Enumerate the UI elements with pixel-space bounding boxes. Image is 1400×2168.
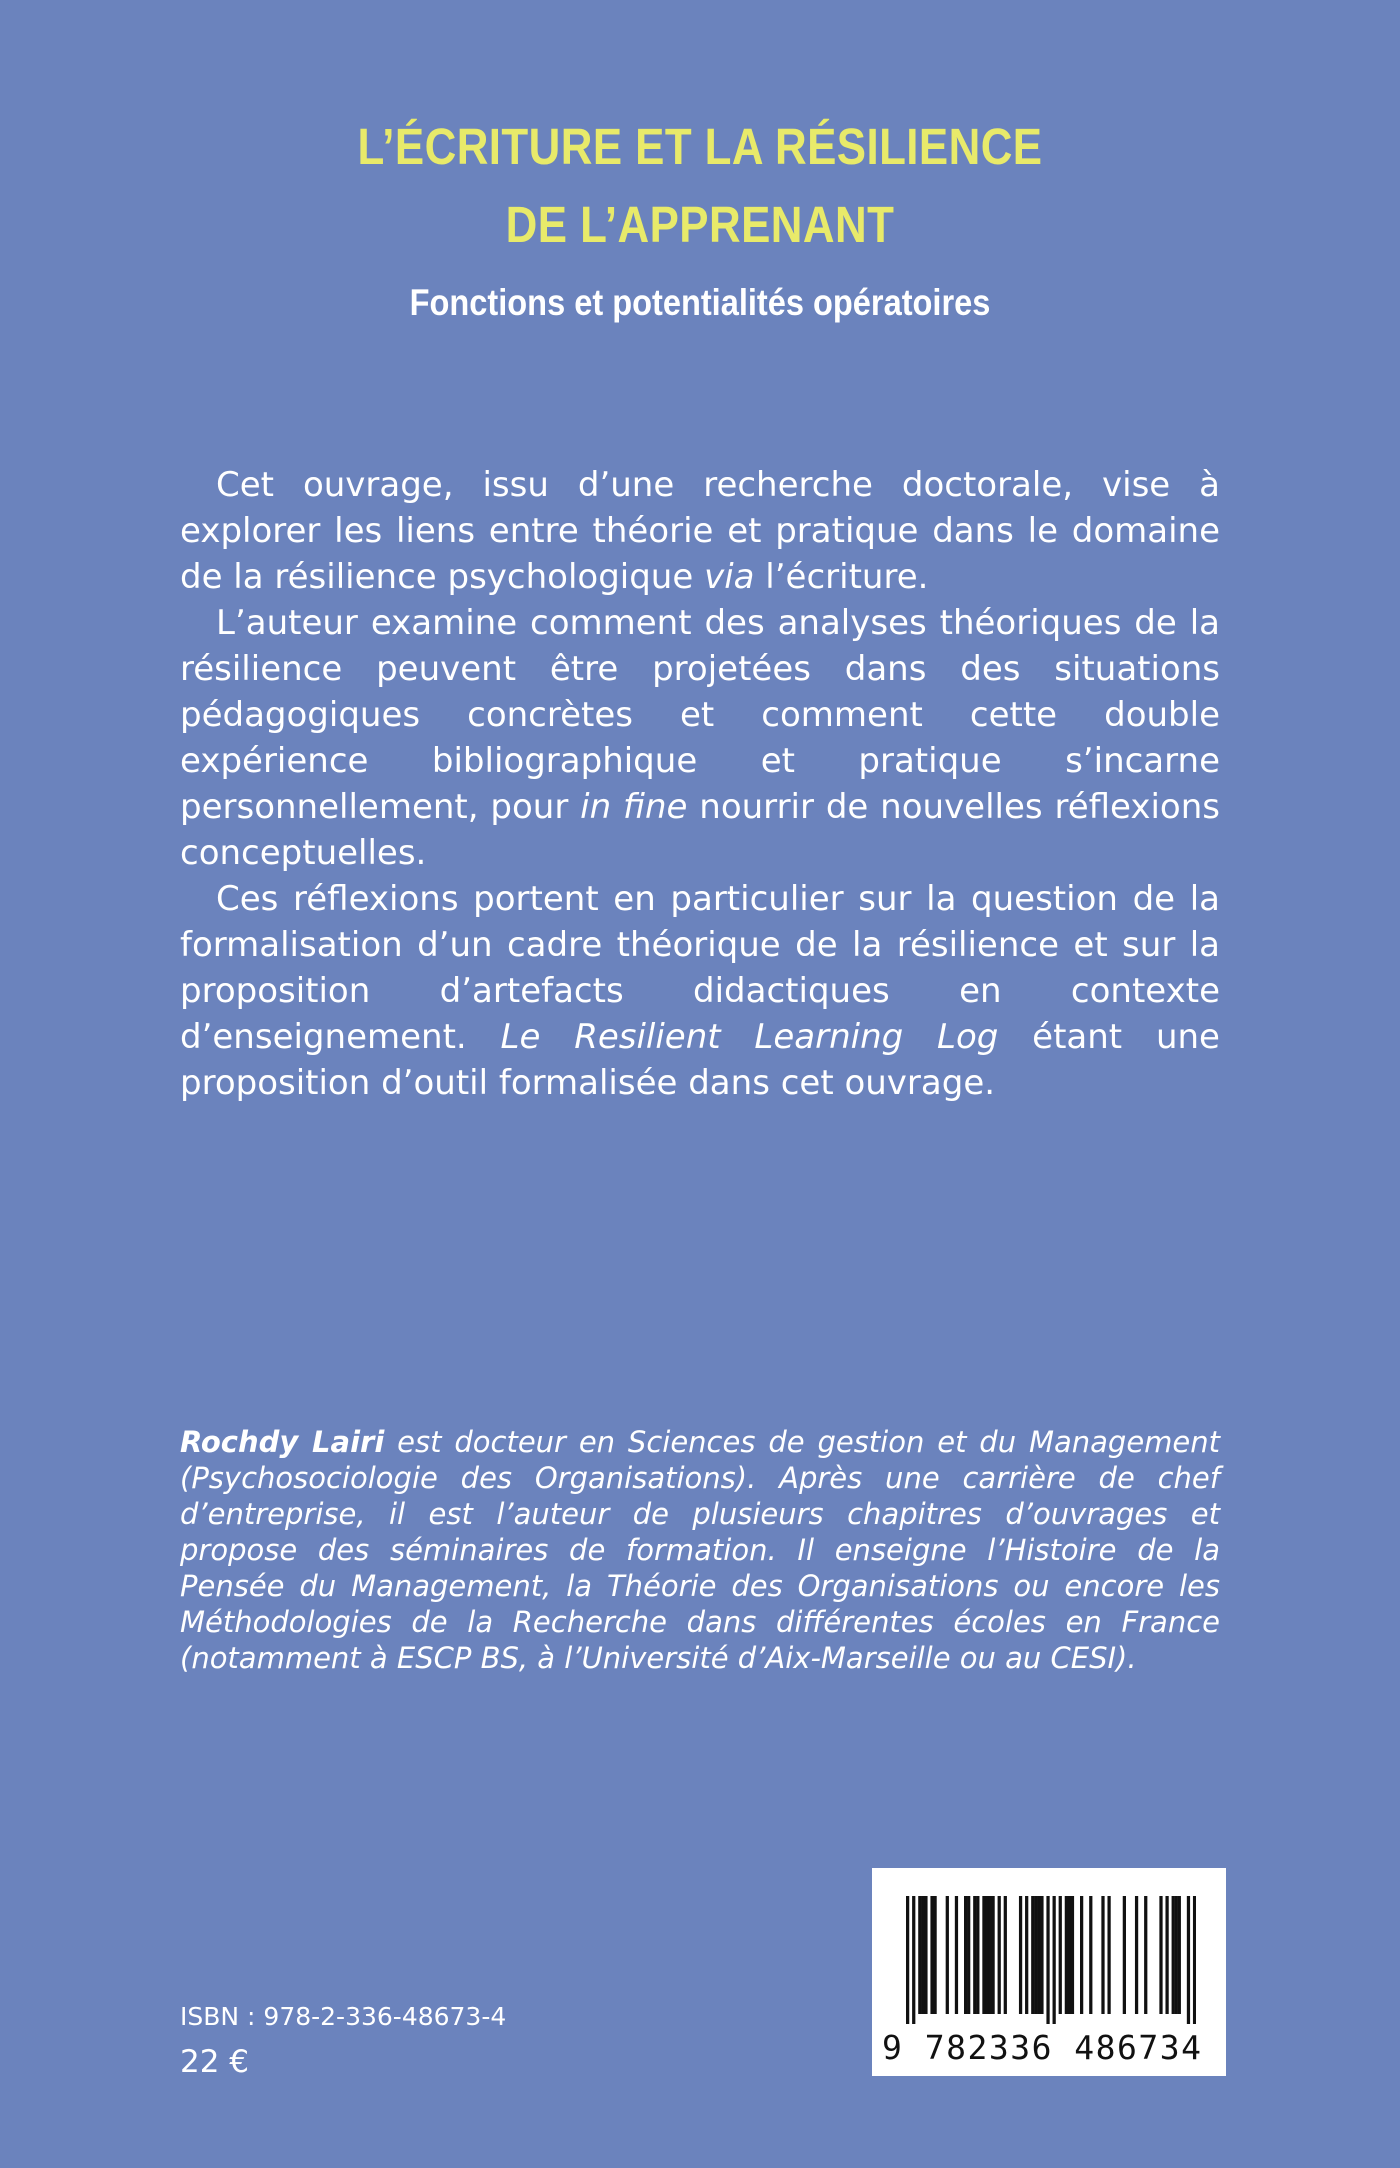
- barcode-bar: [1178, 1896, 1181, 2014]
- barcode-bar: [1135, 1896, 1138, 2014]
- description-p1-text-a: Cet ouvrage, issu d’une recherche doctorale, vise à explorer les liens entre théorie et pratique dans le domaine de la résilience psychologique: [180, 465, 1220, 597]
- barcode-bar: [1040, 1896, 1043, 2014]
- barcode-bar: [964, 1896, 967, 2014]
- barcode-bar: [918, 1896, 921, 2014]
- description-p1-italic: via: [704, 557, 755, 597]
- barcode-digits: 9 782336 486734: [882, 2028, 1203, 2067]
- barcode-bar: [1031, 1896, 1034, 2014]
- barcode-bar: [1089, 1896, 1092, 2014]
- barcode-bar: [924, 1896, 927, 2014]
- description-p2-italic: in fine: [580, 787, 688, 827]
- barcode-bar: [1037, 1896, 1040, 2014]
- author-bio: [180, 1424, 1220, 1676]
- barcode-bar: [1193, 1896, 1196, 2024]
- description-paragraph-2: [180, 600, 1220, 876]
- barcode-bar: [1101, 1896, 1104, 2014]
- barcode-bar: [912, 1896, 915, 2024]
- isbn: ISBN : 978-2-336-48673-4: [180, 2002, 507, 2031]
- price: 22 €: [180, 2044, 250, 2080]
- barcode-bar: [946, 1896, 949, 2014]
- description-p2-text-a: L’auteur examine comment des analyses théoriques de la résilience peuvent être projetées dans des situations pédagogiques concrètes et comment cette double expérience bibliographique et pratique s’incarne personnellement, pour: [180, 603, 1220, 827]
- description-p1-text-b: l’écriture.: [754, 557, 929, 597]
- barcode-bar: [906, 1896, 909, 2024]
- barcode-bar: [998, 1896, 1001, 2014]
- barcode-bar: [985, 1896, 988, 2014]
- book-subtitle: Fonctions et potentialités opératoires: [409, 282, 991, 323]
- barcode-bar: [1123, 1896, 1126, 2014]
- book-description: [180, 462, 1220, 1106]
- barcode-bar: [933, 1896, 936, 2014]
- barcode-bar: [1172, 1896, 1175, 2014]
- description-p2-text-b: nourrir de nouvelles réflexions conceptuelles.: [180, 787, 1220, 873]
- barcode-bar: [1107, 1896, 1110, 2014]
- barcode-bar: [955, 1896, 958, 2014]
- description-paragraph-1: [180, 462, 1220, 600]
- book-title: [98, 108, 1302, 264]
- price-block: [180, 1998, 506, 2084]
- book-title-line-1: L’ÉCRITURE ET LA RÉSILIENCE: [357, 118, 1043, 175]
- barcode-bar: [1144, 1896, 1147, 2014]
- barcode-bar: [1034, 1896, 1037, 2014]
- barcode-bar: [1187, 1896, 1190, 2024]
- book-title-line-2: DE L’APPRENANT: [505, 196, 895, 253]
- barcode-bar: [1175, 1896, 1178, 2014]
- barcode-bar: [973, 1896, 976, 2014]
- description-p3-text-b: étant une proposition d’outil formalisée dans cet ouvrage.: [180, 1017, 1220, 1103]
- barcode-bar: [1004, 1896, 1007, 2014]
- barcode-bar: [976, 1896, 979, 2014]
- barcode-bar: [1159, 1896, 1162, 2014]
- barcode-bar: [1019, 1896, 1022, 2014]
- barcode-bar: [1080, 1896, 1083, 2014]
- description-p3-text-a: Ces réflexions portent en particulier sur la question de la formalisation d’un cadre théorique de la résilience et sur la proposition d’artefacts didactiques en contexte d’enseignement.: [180, 879, 1220, 1057]
- barcode-bar: [1053, 1896, 1056, 2024]
- barcode-bar: [988, 1896, 991, 2014]
- barcode-bar: [1165, 1896, 1168, 2014]
- barcode-bar: [967, 1896, 970, 2014]
- author-bio-text: est docteur en Sciences de gestion et du Management (Psychosociologie des Organisations). Après une carrière de chef d’entreprise, il est l’auteur de plusieurs chapitres d’ouvrages et propose des séminaires de formation. Il enseigne l’Histoire de la Pensée du Management, la Théorie des Organisations ou encore les Méthodologies de la Recherche dans différentes écoles en France (notamment à ESCP BS, à l’Université d’Aix-Marseille ou au CESI).: [180, 1425, 1220, 1675]
- barcode-bar: [1059, 1896, 1062, 2014]
- barcode-bar: [1046, 1896, 1049, 2024]
- barcode-bar: [1071, 1896, 1074, 2014]
- barcode-bar: [930, 1896, 933, 2014]
- description-p3-italic: Le Resilient Learning Log: [500, 1017, 999, 1057]
- barcode-bar: [1025, 1896, 1028, 2014]
- barcode-bar: [991, 1896, 994, 2014]
- barcode: [872, 1868, 1226, 2076]
- author-name: Rochdy Lairi: [180, 1425, 385, 1459]
- barcode-bars: [906, 1896, 1196, 2024]
- barcode-bar: [921, 1896, 924, 2014]
- barcode-bar: [982, 1896, 985, 2014]
- barcode-bar: [1065, 1896, 1068, 2014]
- description-paragraph-3: [180, 876, 1220, 1106]
- barcode-bar: [1068, 1896, 1071, 2014]
